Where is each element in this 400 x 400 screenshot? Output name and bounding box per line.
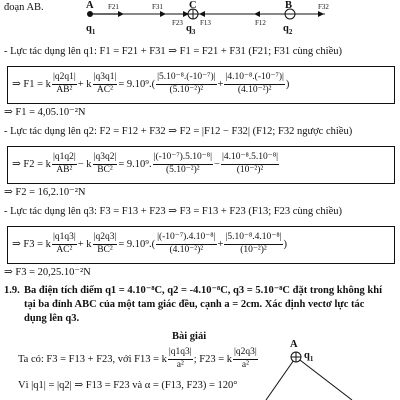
problem-text-2: tại ba đỉnh ABC của một tam giác đều, cạnh a = 2cm. Xác định vectơ lực tác xyxy=(24,299,365,310)
problem-number: 1.9. xyxy=(4,285,20,296)
q1-force-line: - Lực tác dụng lên q1: F1 = F21 + F31 ⇒ F1 = F21 + F31 (F21; F31 cùng chiều) xyxy=(4,46,343,57)
label-f21: F21 xyxy=(108,3,119,11)
f12-arrowhead xyxy=(254,11,260,17)
solution-heading: Bài giải xyxy=(172,331,207,342)
point-a xyxy=(87,11,93,17)
q2-force-line: - Lực tác dụng lên q2: F2 = F12 + F32 ⇒ F2 = |F12 − F32| (F12; F32 ngược chiều) xyxy=(4,126,353,137)
q1-result: ⇒ F1 = 4,05.10⁻²N xyxy=(4,107,86,118)
label-f32: F32 xyxy=(318,3,329,11)
f21-arrowhead xyxy=(118,11,124,17)
problem-text-1: Ba điện tích điểm q1 = 4.10⁻⁸C, q2 = -4.10⁻⁸C, q3 = 5.10⁻⁸C đặt trong không khí xyxy=(24,285,383,296)
label-c: C xyxy=(189,0,197,11)
label-f12: F12 xyxy=(255,19,266,27)
top-prefix: đoạn AB. xyxy=(4,2,44,13)
solution-line-2: Vì |q1| = |q2| ⇒ F13 = F23 và α = (F13, F23) = 120° xyxy=(18,380,238,391)
q1-equation: ⇒ F1 = k $\frac{|q2q1|}{\text{AB²}}$ + k $\frac{|q3q1|}{\text{AC²}}$ = 9.10⁹.( $\frac{\text{|5.10⁻⁸.(-10⁻⁷)|}}{\text{(5.10⁻²)²}}$ + $\frac{\text{|4.10⁻⁸.(-10⁻⁷)|}}{\text{(4.10⁻²)²}}$ ) xyxy=(12,71,290,95)
label-f23: F23 xyxy=(172,19,183,27)
label-f13: F13 xyxy=(200,19,211,27)
f31-arrowhead xyxy=(160,11,166,17)
label-q3: $q_3$ xyxy=(186,23,196,37)
label-f31: F31 xyxy=(152,3,163,11)
triangle-label-a: A xyxy=(290,339,298,350)
q2-result: ⇒ F2 = 16,2.10⁻²N xyxy=(4,187,86,198)
label-q2: $q_2$ xyxy=(283,23,293,37)
q3-force-line: - Lực tác dụng lên q3: F3 = F13 + F23 ⇒ F3 = F13 + F23 (F13; F23 cùng chiều) xyxy=(4,206,343,217)
f13-arrowhead xyxy=(199,11,205,17)
f32-arrowhead xyxy=(318,11,324,17)
label-a: A xyxy=(86,0,94,11)
triangle-label-q1: $q_1$ xyxy=(304,350,314,364)
problem-text-3: dụng lên q3. xyxy=(24,313,80,324)
q3-equation: ⇒ F3 = k $\frac{|q1q3|}{\text{AC²}}$ + k $\frac{|q2q3|}{\text{BC²}}$ = 9.10⁹.( $\frac{\text{|(-10⁻⁷).4.10⁻⁸|}}{\text{(4.10⁻²)²}}$ + $\frac{\text{|5.10⁻⁸.4.10⁻⁸|}}{\text{(10⁻²)²}}$ ) xyxy=(12,231,288,255)
q2-equation: ⇒ F2 = k $\frac{|q1q2|}{\text{AB²}}$ − k $\frac{|q3q2|}{\text{BC²}}$ = 9.10⁹. $\frac{\text{|(-10⁻⁷).5.10⁻⁸|}}{\text{(5.10⁻²)²}}$ − $\frac{\text{|4.10⁻⁸.5.10⁻⁸|}}{\text{(10⁻²)²}}$ xyxy=(12,151,279,175)
q3-result: ⇒ F3 = 20,25.10⁻²N xyxy=(4,267,91,278)
label-q1: $q_1$ xyxy=(86,23,96,37)
solution-line-1: Ta có: F3 = F13 + F23, với F13 = k $\frac{|q1q3|}{\text{a²}}$ ; F23 = k $\frac{|q2q3|}{\text{a²}}$ xyxy=(18,346,257,370)
label-b: B xyxy=(285,0,293,11)
